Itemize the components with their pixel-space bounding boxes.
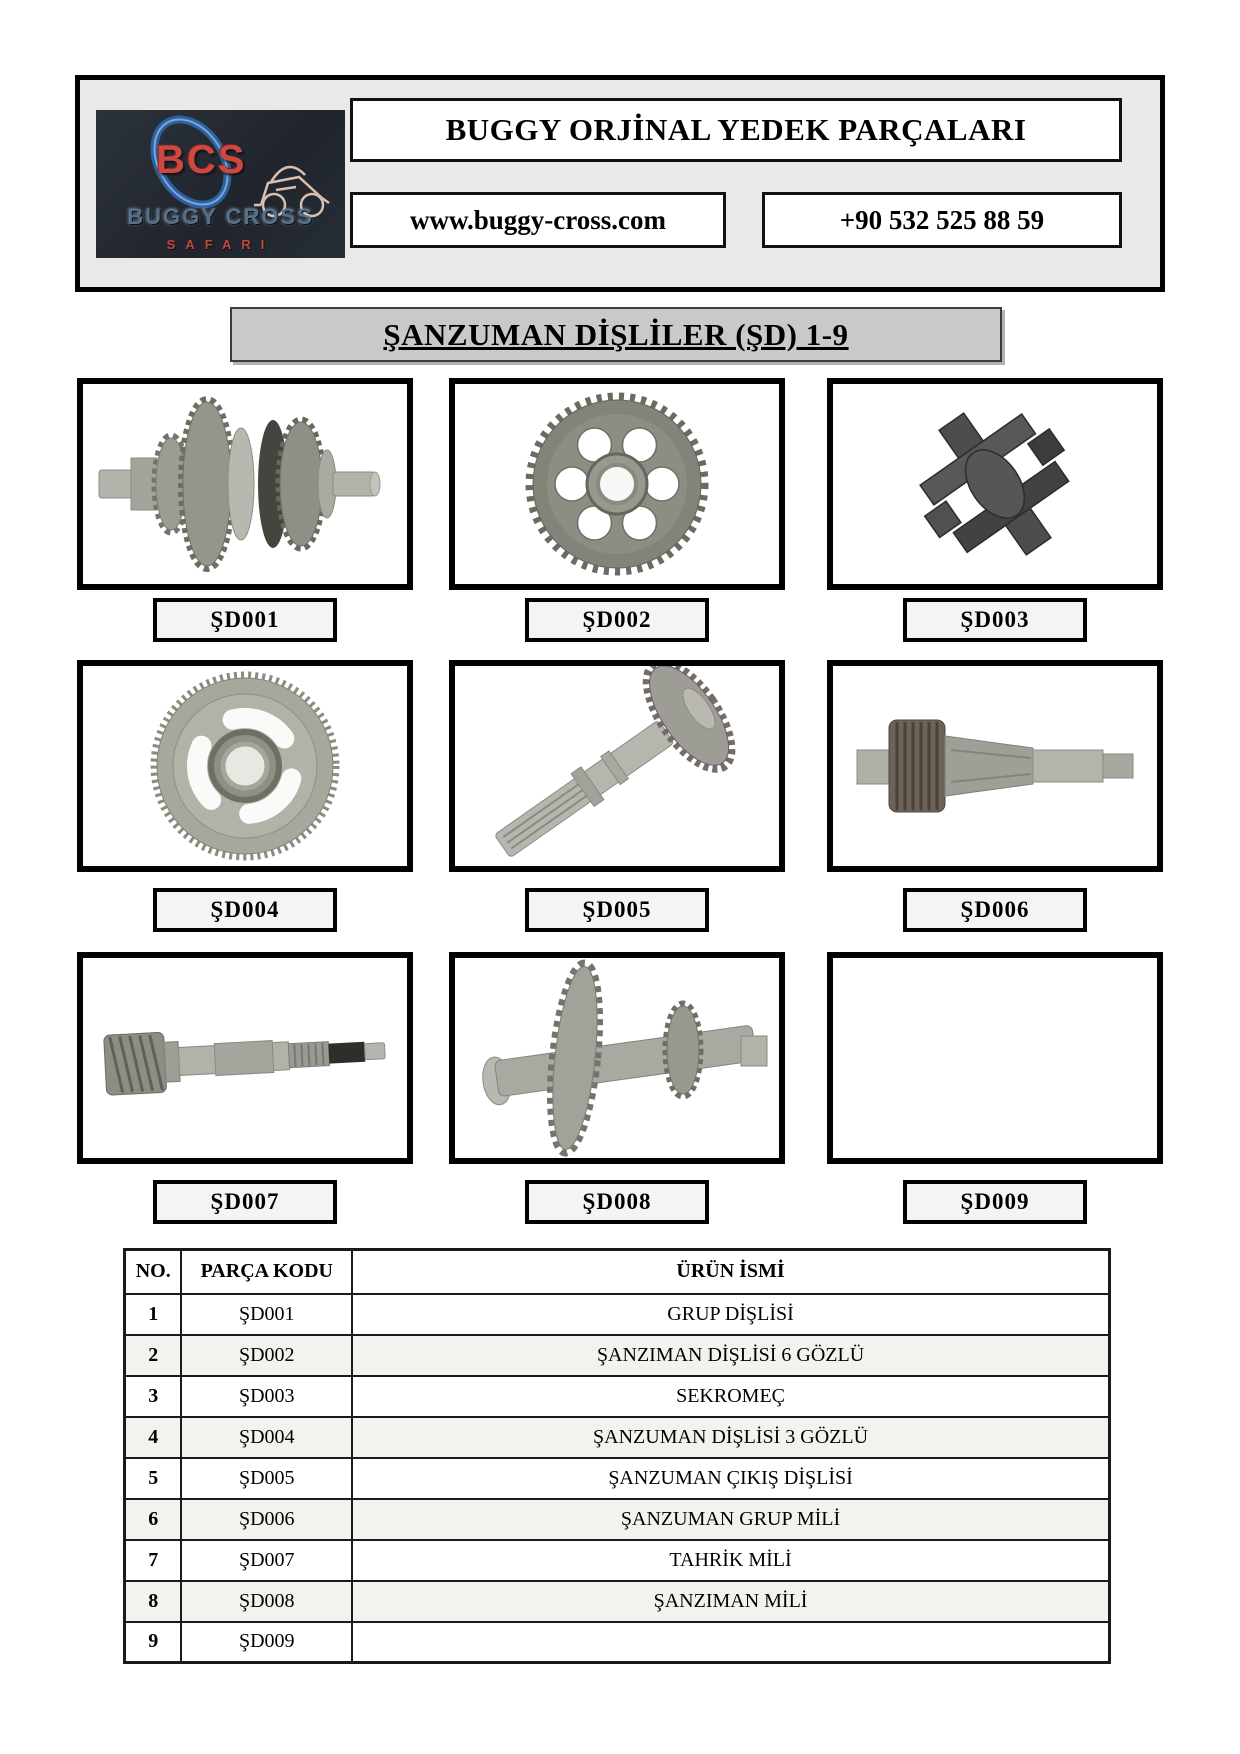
product-code-label: ŞD008 bbox=[525, 1180, 709, 1224]
table-row bbox=[125, 1417, 1110, 1458]
product-image-frame-sd007 bbox=[77, 952, 413, 1164]
row-code: ŞD008 bbox=[181, 1581, 352, 1622]
col-header-no: NO. bbox=[125, 1250, 182, 1294]
row-no: 1 bbox=[125, 1294, 182, 1335]
table-row bbox=[125, 1581, 1110, 1622]
product-photo-drive-shaft bbox=[83, 958, 407, 1158]
product-code-label: ŞD001 bbox=[153, 598, 337, 642]
table-row bbox=[125, 1458, 1110, 1499]
row-no: 2 bbox=[125, 1335, 182, 1376]
col-header-code: PARÇA KODU bbox=[181, 1250, 352, 1294]
row-name: SEKROMEÇ bbox=[352, 1376, 1109, 1417]
row-no: 8 bbox=[125, 1581, 182, 1622]
logo-abbr-text: BCS bbox=[156, 138, 247, 182]
row-no: 7 bbox=[125, 1540, 182, 1581]
section-title: ŞANZUMAN DİŞLİLER (ŞD) 1-9 bbox=[230, 307, 1002, 362]
parts-table bbox=[123, 1248, 1111, 1664]
product-photo-transmission-shaft bbox=[455, 958, 779, 1158]
product-photo-gear-cluster bbox=[83, 384, 407, 584]
row-name: ŞANZIMAN DİŞLİSİ 6 GÖZLÜ bbox=[352, 1335, 1109, 1376]
table-row bbox=[125, 1335, 1110, 1376]
row-name: ŞANZIMAN MİLİ bbox=[352, 1581, 1109, 1622]
product-code-label: ŞD002 bbox=[525, 598, 709, 642]
row-code: ŞD006 bbox=[181, 1499, 352, 1540]
row-code: ŞD003 bbox=[181, 1376, 352, 1417]
product-photo-group-shaft bbox=[833, 666, 1157, 866]
product-image-frame-sd001 bbox=[77, 378, 413, 590]
row-code: ŞD007 bbox=[181, 1540, 352, 1581]
company-logo bbox=[96, 110, 345, 258]
table-header-row bbox=[125, 1250, 1110, 1294]
product-code-label: ŞD007 bbox=[153, 1180, 337, 1224]
row-code: ŞD004 bbox=[181, 1417, 352, 1458]
row-code: ŞD002 bbox=[181, 1335, 352, 1376]
row-no: 4 bbox=[125, 1417, 182, 1458]
logo-safari-text: SAFARI bbox=[166, 237, 275, 252]
row-no: 3 bbox=[125, 1376, 182, 1417]
catalog-title: BUGGY ORJİNAL YEDEK PARÇALARI bbox=[350, 98, 1122, 162]
row-name: ŞANZUMAN ÇIKIŞ DİŞLİSİ bbox=[352, 1458, 1109, 1499]
row-name: ŞANZUMAN DİŞLİSİ 3 GÖZLÜ bbox=[352, 1417, 1109, 1458]
product-image-frame-sd008 bbox=[449, 952, 785, 1164]
product-code-label: ŞD004 bbox=[153, 888, 337, 932]
logo-artwork bbox=[96, 110, 345, 258]
col-header-name: ÜRÜN İSMİ bbox=[352, 1250, 1109, 1294]
phone-number-text: +90 532 525 88 59 bbox=[762, 192, 1122, 248]
logo-buggy-cross-text: BUGGY CROSS bbox=[127, 204, 314, 229]
table-row bbox=[125, 1376, 1110, 1417]
product-image-frame-sd004 bbox=[77, 660, 413, 872]
table-row bbox=[125, 1499, 1110, 1540]
row-name: TAHRİK MİLİ bbox=[352, 1540, 1109, 1581]
product-image-frame-sd003 bbox=[827, 378, 1163, 590]
product-code-label: ŞD009 bbox=[903, 1180, 1087, 1224]
product-photo-selector bbox=[833, 384, 1157, 584]
product-image-frame-sd005 bbox=[449, 660, 785, 872]
product-photo-gear-3-slots bbox=[83, 666, 407, 866]
table-row bbox=[125, 1622, 1110, 1663]
website-text: www.buggy-cross.com bbox=[350, 192, 726, 248]
row-code: ŞD009 bbox=[181, 1622, 352, 1663]
product-code-label: ŞD003 bbox=[903, 598, 1087, 642]
table-row bbox=[125, 1540, 1110, 1581]
product-image-frame-sd006 bbox=[827, 660, 1163, 872]
row-name bbox=[352, 1622, 1109, 1663]
product-photo-output-gear-shaft bbox=[455, 666, 779, 866]
header-box bbox=[75, 75, 1165, 292]
product-image-frame-sd009 bbox=[827, 952, 1163, 1164]
row-no: 6 bbox=[125, 1499, 182, 1540]
row-name: GRUP DİŞLİSİ bbox=[352, 1294, 1109, 1335]
product-code-label: ŞD005 bbox=[525, 888, 709, 932]
row-code: ŞD001 bbox=[181, 1294, 352, 1335]
product-image-frame-sd002 bbox=[449, 378, 785, 590]
product-code-label: ŞD006 bbox=[903, 888, 1087, 932]
row-name: ŞANZUMAN GRUP MİLİ bbox=[352, 1499, 1109, 1540]
row-code: ŞD005 bbox=[181, 1458, 352, 1499]
product-photo-gear-6-holes bbox=[455, 384, 779, 584]
table-row bbox=[125, 1294, 1110, 1335]
row-no: 5 bbox=[125, 1458, 182, 1499]
row-no: 9 bbox=[125, 1622, 182, 1663]
